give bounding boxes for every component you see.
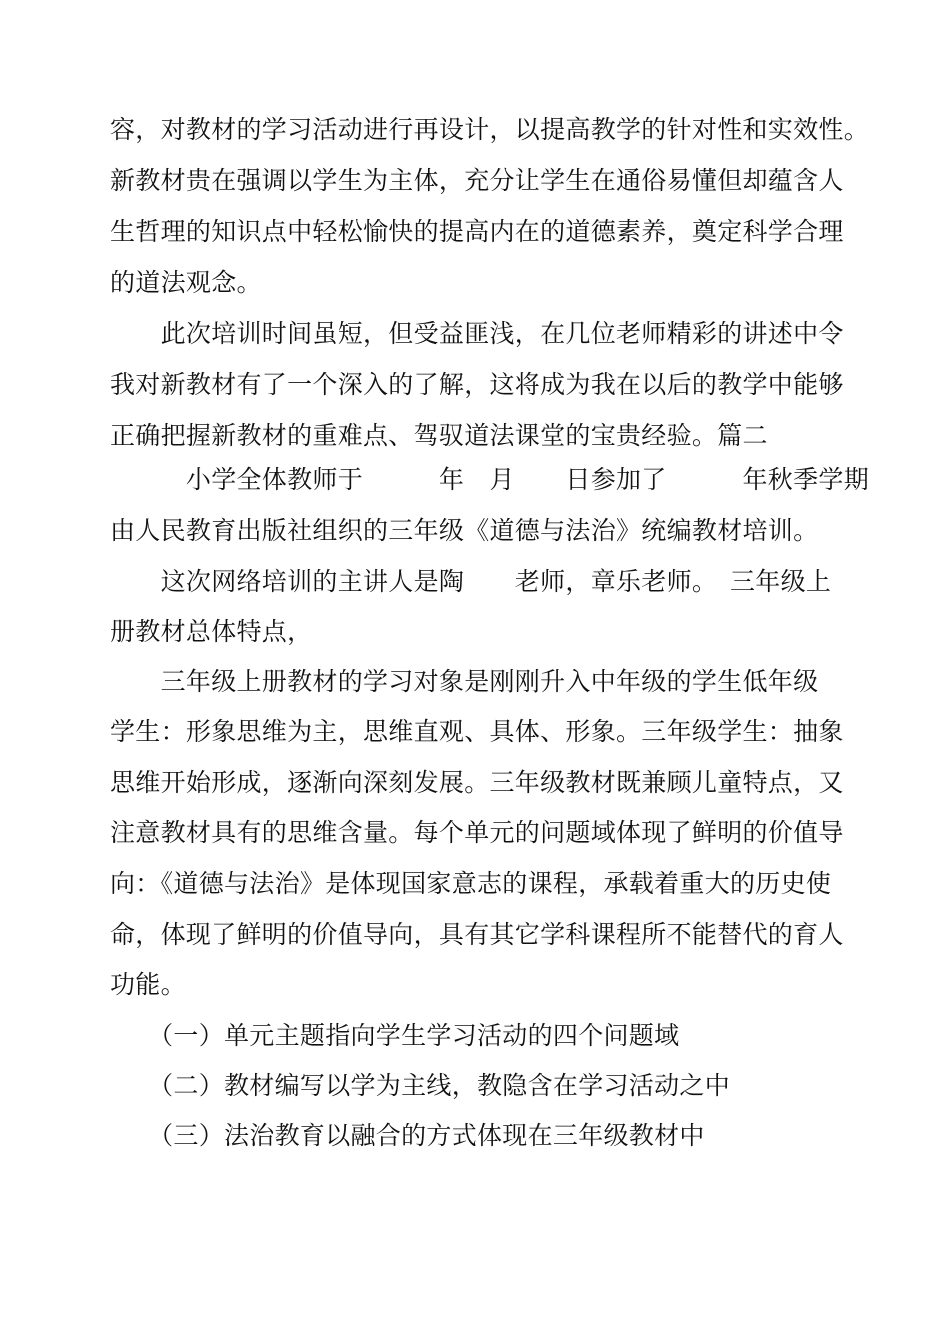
text-line: 思维开始形成，逐渐向深刻发展。三年级教材既兼顾儿童特点，又 bbox=[110, 768, 844, 797]
text-line: 正确把握新教材的重难点、驾驭道法课堂的宝贵经验。篇二 bbox=[110, 421, 768, 450]
text-line: 注意教材具有的思维含量。每个单元的问题域体现了鲜明的价值导 bbox=[110, 818, 844, 847]
text-line: 容，对教材的学习活动进行再设计，以提高教学的针对性和实效性。 bbox=[110, 115, 870, 144]
text-line: （一）单元主题指向学生学习活动的四个问题域 bbox=[110, 1021, 680, 1050]
text-line: 命，体现了鲜明的价值导向，具有其它学科课程所不能替代的育人 bbox=[110, 920, 844, 949]
text-line: 此次培训时间虽短，但受益匪浅，在几位老师精彩的讲述中令 bbox=[110, 319, 844, 348]
text-line: 功能。 bbox=[110, 970, 186, 999]
text-line: 这次网络培训的主讲人是陶 老师，章乐老师。 三年级上 bbox=[110, 567, 832, 596]
text-line: 向：《道德与法治》是体现国家意志的课程，承载着重大的历史使 bbox=[110, 869, 832, 898]
text-line: 三年级上册教材的学习对象是刚刚升入中年级的学生低年级 bbox=[110, 667, 819, 696]
text-line: 册教材总体特点， bbox=[110, 617, 313, 646]
text-line: 新教材贵在强调以学生为主体，充分让学生在通俗易懂但却蕴含人 bbox=[110, 166, 844, 195]
text-line: 由人民教育出版社组织的三年级《道德与法治》统编教材培训。 bbox=[110, 516, 819, 545]
text-line: 的道法观念。 bbox=[110, 268, 262, 297]
text-line: （二）教材编写以学为主线，教隐含在学习活动之中 bbox=[110, 1071, 731, 1100]
text-line: （三）法治教育以融合的方式体现在三年级教材中 bbox=[110, 1121, 705, 1150]
text-line: 学生：形象思维为主，思维直观、具体、形象。三年级学生：抽象 bbox=[110, 717, 844, 746]
text-line: 我对新教材有了一个深入的了解，这将成为我在以后的教学中能够 bbox=[110, 370, 844, 399]
text-line: 生哲理的知识点中轻松愉快的提高内在的道德素养，奠定科学合理 bbox=[110, 217, 844, 246]
text-line: 小学全体教师于 年 月 日参加了 年秋季学期 bbox=[110, 465, 870, 494]
